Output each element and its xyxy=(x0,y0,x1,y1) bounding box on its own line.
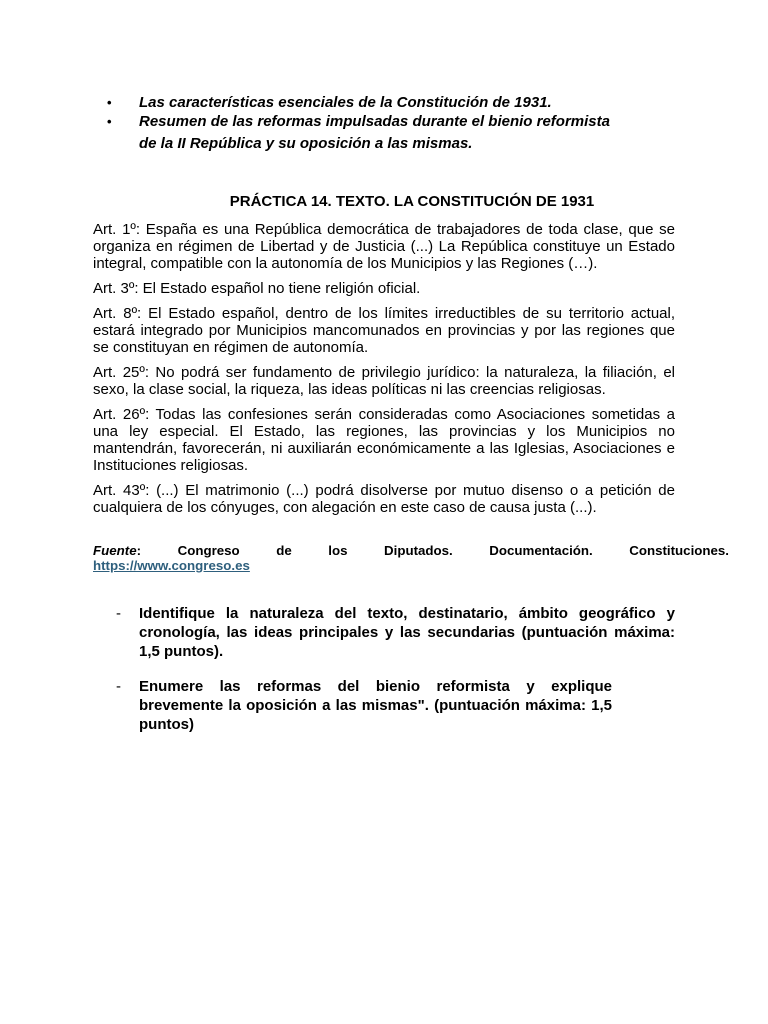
source-link[interactable]: https://www.congreso.es xyxy=(93,558,250,573)
source-label: Fuente xyxy=(93,543,137,558)
bullet-text-continuation: de la II República y su oposición a las mismas. xyxy=(139,135,473,152)
question-row xyxy=(110,677,612,734)
bullet-icon: • xyxy=(107,114,112,129)
bullet-icon: • xyxy=(107,95,112,110)
source-link-line xyxy=(93,558,250,573)
article-paragraph: Art. 43º: (...) El matrimonio (...) podrá disolverse por mutuo disenso o a petición de cualquiera de los cónyuges, con alegación en este caso de causa justa (...). xyxy=(93,482,675,516)
source-separator: : xyxy=(136,543,142,558)
bullet-item xyxy=(104,93,664,112)
bullet-text: Resumen de las reformas impulsadas durante el bienio reformista xyxy=(139,113,610,130)
article-paragraph: Art. 26º: Todas las confesiones serán consideradas como Asociaciones sometidas a una ley especial. El Estado, las regiones, las provincias y los Municipios no mantendrán, favorecerán, ni auxiliarán económicamente a las Iglesias, Asociaciones e Instituciones religiosas. xyxy=(93,406,675,474)
question-row xyxy=(110,604,675,661)
question-item xyxy=(110,604,675,661)
article-paragraph: Art. 8º: El Estado español, dentro de los límites irreductibles de su territorio actual, estará integrado por Municipios mancomunados en provincias y por las regiones que se constituyan en régimen de autonomía. xyxy=(93,305,675,356)
header-bullet-list xyxy=(104,93,664,154)
dash-marker: - xyxy=(116,678,121,695)
dash-marker: - xyxy=(116,605,121,622)
constitution-articles xyxy=(93,221,675,524)
question-text: Enumere las reformas del bienio reformista y explique brevemente la oposición a las mismas". (puntuación máxima: 1,5 puntos) xyxy=(139,678,612,733)
practice-title: PRÁCTICA 14. TEXTO. LA CONSTITUCIÓN DE 1931 xyxy=(229,193,595,210)
article-paragraph: Art. 1º: España es una República democrática de trabajadores de toda clase, que se organiza en régimen de Libertad y de Justicia (...) La República constituye un Estado integral, compatible con la autonomía de los Municipios y las Regiones (…). xyxy=(93,221,675,272)
source-citation xyxy=(93,542,729,559)
question-text: Identifique la naturaleza del texto, destinatario, ámbito geográfico y cronología, las ideas principales y las secundarias (puntuación máxima: 1,5 puntos). xyxy=(139,605,675,660)
source-text: Congreso de los Diputados. Documentación. Constituciones. xyxy=(177,543,730,558)
bullet-item xyxy=(104,112,664,154)
article-paragraph: Art. 25º: No podrá ser fundamento de privilegio jurídico: la naturaleza, la filiación, el sexo, la clase social, la riqueza, las ideas políticas ni las creencias religiosas. xyxy=(93,364,675,398)
article-paragraph: Art. 3º: El Estado español no tiene religión oficial. xyxy=(93,280,421,297)
question-item xyxy=(110,677,612,734)
bullet-text: Las características esenciales de la Constitución de 1931. xyxy=(139,94,552,111)
bullet-text-wrapper xyxy=(139,112,664,154)
